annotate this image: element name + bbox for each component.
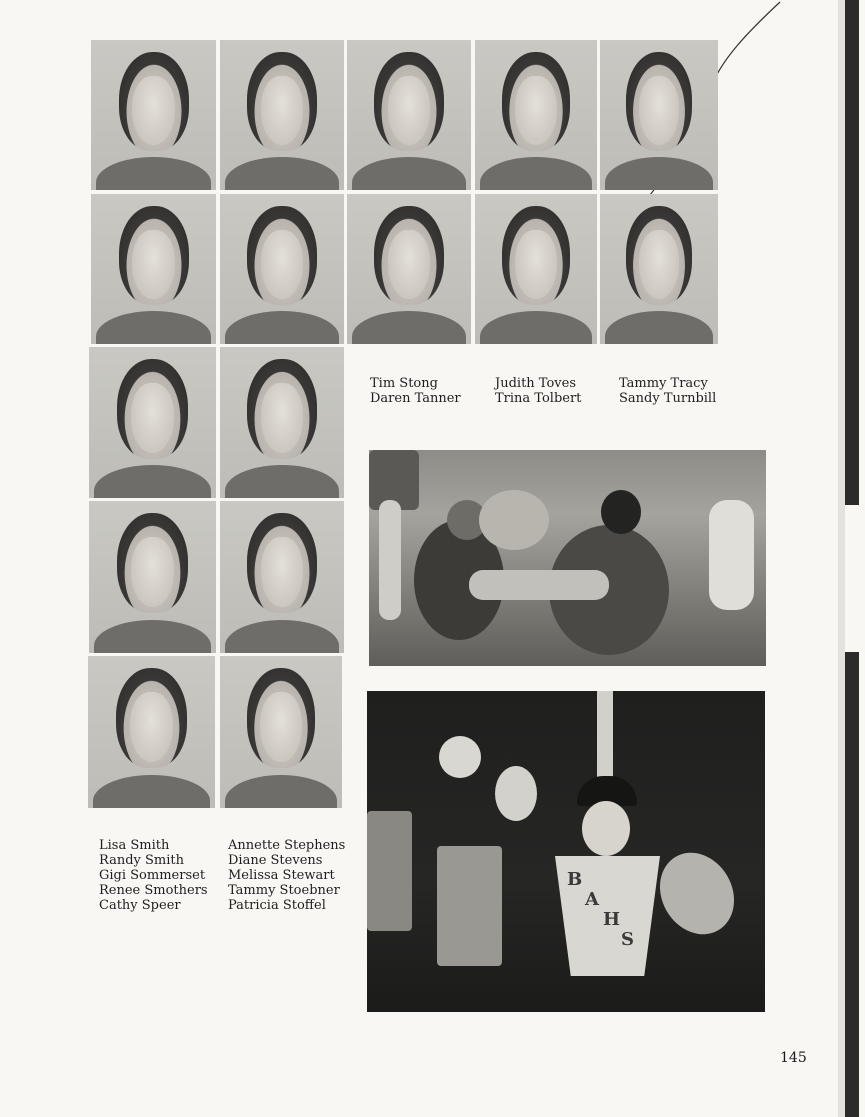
portrait-photo (475, 40, 597, 190)
student-name: Tammy Stoebner (228, 883, 340, 898)
drum (437, 846, 502, 966)
student-name: Judith Toves (495, 376, 576, 391)
uniform-letter: S (621, 929, 634, 950)
student-name: Sandy Turnbill (619, 391, 717, 406)
page-edge-dark-top (845, 0, 859, 505)
page-number: 145 (780, 1050, 807, 1066)
portrait-photo (220, 194, 344, 344)
portrait-photo (600, 194, 718, 344)
drum (367, 811, 412, 931)
student-name: Cathy Speer (99, 898, 181, 913)
student-name: Diane Stevens (228, 853, 323, 868)
portrait-photo (89, 501, 216, 653)
uniform-letter: A (585, 889, 599, 910)
student-name: Melissa Stewart (228, 868, 335, 883)
portrait-photo (220, 40, 344, 190)
student-name: Annette Stephens (228, 838, 346, 853)
uniform-letter: H (603, 909, 621, 930)
shako-hat (439, 736, 481, 778)
portrait-photo (220, 501, 344, 653)
student-name: Renee Smothers (99, 883, 208, 898)
face (582, 801, 630, 856)
portrait-photo (600, 40, 718, 190)
student-name: Trina Tolbert (495, 391, 582, 406)
candid-photo-band (367, 691, 765, 1012)
name-list (99, 838, 208, 913)
name-list (228, 838, 345, 913)
student-name: Tammy Tracy (619, 376, 708, 391)
name-list (619, 376, 716, 406)
student-name: Tim Stong (370, 376, 438, 391)
uniform-letter: B (567, 869, 583, 890)
page-edge (838, 0, 845, 1117)
portrait-photo (475, 194, 597, 344)
portrait-photo (91, 40, 216, 190)
student-name: Randy Smith (99, 853, 184, 868)
portrait-photo (347, 194, 471, 344)
student-name: Lisa Smith (99, 838, 170, 853)
portrait-photo (220, 656, 342, 808)
student-name: Gigi Sommerset (99, 868, 206, 883)
page-edge-dark-bottom (845, 652, 859, 1117)
name-list (495, 376, 581, 406)
portrait-photo (89, 347, 216, 498)
student-name: Daren Tanner (370, 391, 461, 406)
cymbal (645, 839, 748, 948)
portrait-photo (91, 194, 216, 344)
candid-photo-grass (369, 450, 766, 666)
shako-hat (495, 766, 537, 821)
student-name: Patricia Stoffel (228, 898, 326, 913)
name-list (370, 376, 461, 406)
portrait-photo (347, 40, 471, 190)
pole (597, 691, 613, 781)
portrait-photo (220, 347, 344, 498)
portrait-photo (88, 656, 215, 808)
